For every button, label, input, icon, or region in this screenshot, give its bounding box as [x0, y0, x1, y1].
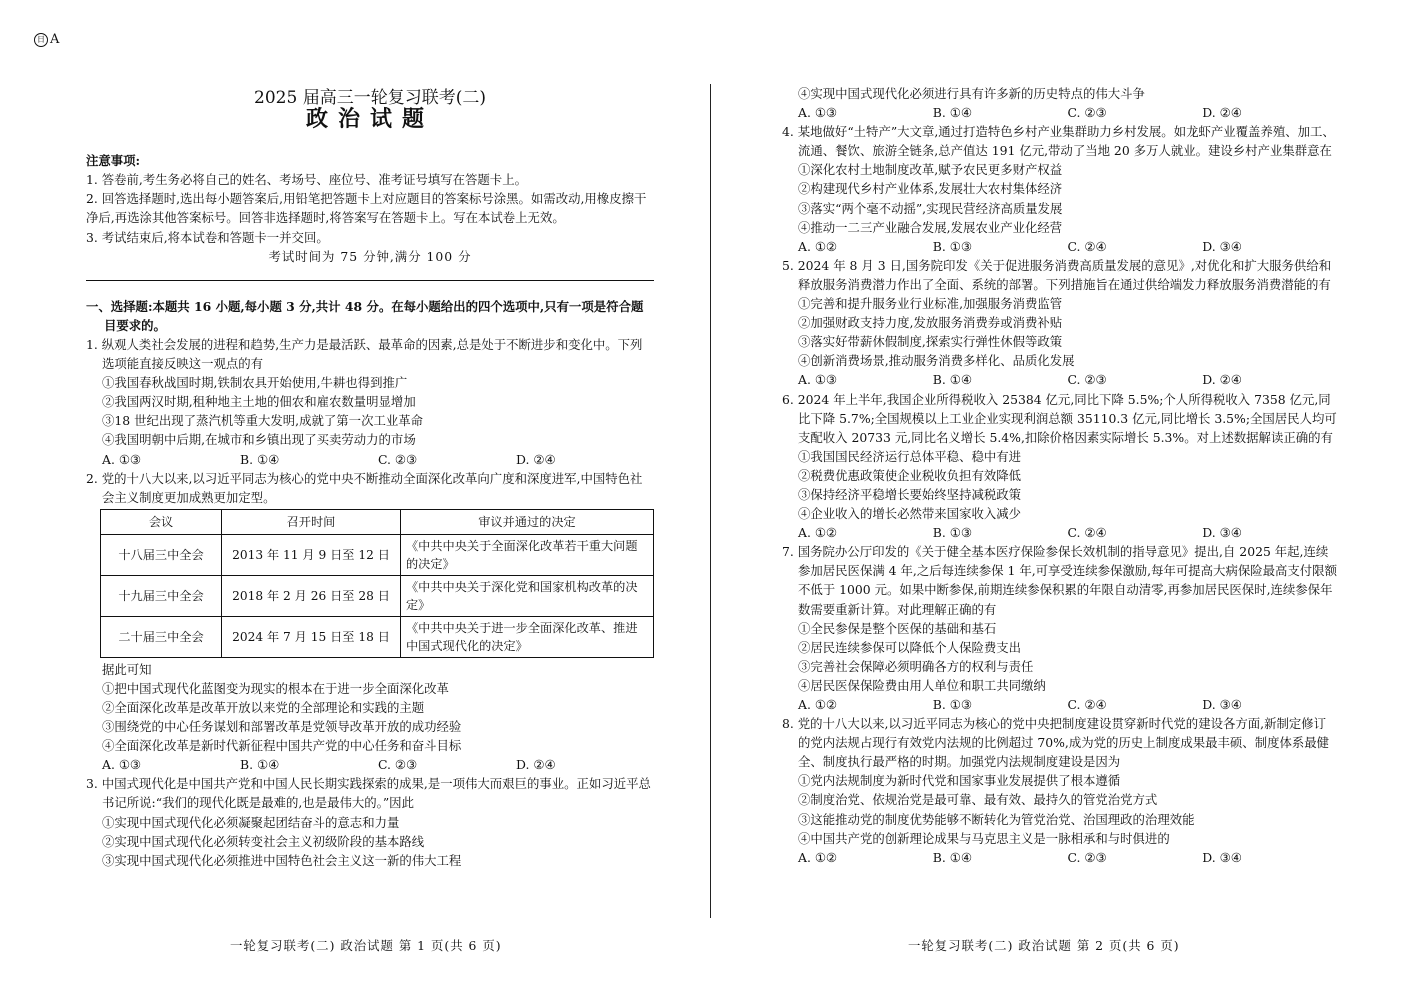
- question-5-option: ④创新消费场景,推动服务消费多样化、品质化发展: [798, 353, 1075, 369]
- table-header-row: [101, 509, 654, 534]
- question-8-choices: [782, 848, 1337, 867]
- table-cell: 二十届三中全会: [101, 616, 222, 657]
- question-6-option: ②税费优惠政策使企业税收负担有效降低: [798, 467, 1022, 483]
- choice-b: B. ①④: [932, 372, 972, 388]
- table-row: [101, 575, 654, 616]
- choice-c: C. ②③: [1067, 849, 1107, 865]
- table-row: [101, 616, 654, 657]
- table-cell: 《中共中央关于深化党和国家机构改革的决定》: [401, 575, 654, 616]
- table-cell: 《中共中央关于进一步全面深化改革、推进中国式现代化的决定》: [401, 616, 654, 657]
- choice-c: C. ②④: [1067, 238, 1107, 254]
- table-header: 会议: [101, 509, 222, 534]
- choice-b: B. ①④: [932, 849, 972, 865]
- question-7-option: ①全民参保是整个医保的基础和基石: [798, 620, 997, 636]
- question-1-stem: 1. 纵观人类社会发展的进程和趋势,生产力是最活跃、最革命的因素,总是处于不断进步和变化中。下列选项能直接反映这一观点的有: [86, 336, 643, 372]
- question-8-option: ②制度治党、依规治党是最可靠、最有效、最持久的管党治党方式: [798, 792, 1158, 808]
- question-3-stem: 3. 中国式现代化是中国共产党和中国人民长期实践探索的成果,是一项伟大而艰巨的事业。正如习近平总书记所说:“我们的现代化既是最难的,也是最伟大的。”因此: [86, 776, 651, 811]
- choice-a: A. ①③: [102, 451, 142, 467]
- choice-a: A. ①③: [798, 105, 838, 121]
- exam-time: 考试时间为 75 分钟,满分 100 分: [268, 248, 472, 264]
- choice-a: A. ①③: [102, 757, 142, 773]
- question-6-option: ①我国国民经济运行总体平稳、稳中有进: [798, 448, 1022, 464]
- question-5-option: ①完善和提升服务业行业标准,加强服务消费监管: [798, 296, 1063, 312]
- choice-d: D. ②④: [516, 451, 556, 467]
- note-item: 1. 答卷前,考生务必将自己的姓名、考场号、座位号、准考证号填写在答题卡上。: [86, 172, 527, 188]
- divider-rule: [86, 280, 654, 281]
- question-7-stem: 7. 国务院办公厅印发的《关于健全基本医疗保险参保长效机制的指导意见》提出,自 2025 年起,连续参加居民医保满 4 年,之后每连续参保 1 年,可享受连续参保激励,每年可提高大病保险最高支付限额不低于 1000 元。如果中断参保,前期连续参保积累的年限自动清零,再参加居民医保时,连续参保年数需要重新计算。对此理解正确的有: [782, 544, 1337, 617]
- question-3-option: ④实现中国式现代化必须进行具有许多新的历史特点的伟大斗争: [798, 86, 1145, 101]
- paper-version-letter: A: [50, 32, 60, 47]
- question-2-option: ②全面深化改革是改革开放以来党的全部理论和实践的主题: [102, 699, 425, 715]
- question-3-option: ②实现中国式现代化必须转变社会主义初级阶段的基本路线: [102, 833, 425, 849]
- plenary-sessions-table: [100, 509, 654, 658]
- choice-c: C. ②④: [1067, 697, 1107, 712]
- table-cell: 2013 年 11 月 9 日至 12 日: [222, 534, 401, 575]
- choice-d: D. ③④: [1202, 849, 1242, 865]
- choice-b: B. ①③: [932, 525, 972, 541]
- question-4-option: ③落实“两个毫不动摇”,实现民营经济高质量发展: [798, 200, 1063, 216]
- note-item: 3. 考试结束后,将本试卷和答题卡一并交回。: [86, 229, 329, 245]
- question-2-option: ①把中国式现代化蓝图变为现实的根本在于进一步全面深化改革: [102, 680, 449, 696]
- choice-b: B. ①④: [932, 105, 972, 121]
- paper-version-mark: [34, 32, 59, 47]
- question-6-option: ③保持经济平稳增长要始终坚持减税政策: [798, 486, 1022, 502]
- page-divider: [710, 84, 711, 918]
- question-3-option: ③实现中国式现代化必须推进中国特色社会主义这一新的伟大工程: [102, 852, 462, 868]
- choice-b: B. ①④: [240, 451, 280, 467]
- choice-a: A. ①②: [798, 238, 838, 254]
- question-6-option: ④企业收入的增长必然带来国家收入减少: [798, 506, 1022, 522]
- page-1: [86, 86, 654, 870]
- choice-c: C. ②③: [1067, 372, 1107, 388]
- question-4-option: ②构建现代乡村产业体系,发展壮大农村集体经济: [798, 181, 1063, 197]
- question-8-option: ③这能推动党的制度优势能够不断转化为管党治党、治国理政的治理效能: [798, 811, 1195, 827]
- table-cell: 十八届三中全会: [101, 534, 222, 575]
- question-4-option: ④推动一二三产业融合发展,发展农业产业化经营: [798, 219, 1063, 235]
- choice-d: D. ②④: [1202, 372, 1242, 388]
- table-header: 审议并通过的决定: [401, 509, 654, 534]
- choice-c: C. ②③: [1067, 105, 1107, 121]
- question-2-stem: 2. 党的十八大以来,以习近平同志为核心的党中央不断推动全面深化改革向广度和深度进军,中国特色社会主义制度更加成熟更加定型。: [86, 470, 643, 505]
- table-cell: 《中共中央关于全面深化改革若干重大问题的决定》: [401, 534, 654, 575]
- choice-b: B. ①③: [932, 238, 972, 254]
- choice-d: D. ③④: [1202, 697, 1242, 712]
- question-7-option: ②居民连续参保可以降低个人保险费支出: [798, 639, 1022, 655]
- question-8-option: ④中国共产党的创新理论成果与马克思主义是一脉相承和与时俱进的: [798, 830, 1170, 846]
- choice-d: D. ②④: [516, 757, 556, 773]
- question-2-option: ④全面深化改革是新时代新征程中国共产党的中心任务和奋斗目标: [102, 738, 462, 754]
- question-3-choices: [782, 103, 1337, 122]
- question-1-option: ④我国明朝中后期,在城市和乡镇出现了买卖劳动力的市场: [102, 432, 416, 448]
- question-8-stem: 8. 党的十八大以来,以习近平同志为核心的党中央把制度建设贯穿新时代党的建设各方面,新制定修订的党内法规占现行有效党内法规的比例超过 70%,成为党的历史上制度成果最丰硕、制度体系最健全、制度执行最严格的时期。加强党内法规制度建设是因为: [782, 716, 1330, 770]
- section-heading: 一、选择题:本题共 16 小题,每小题 3 分,共计 48 分。在每小题给出的四个选项中,只有一项是符合题目要求的。: [86, 298, 644, 333]
- question-1-option: ①我国春秋战国时期,铁制农具开始使用,牛耕也得到推广: [102, 375, 408, 391]
- question-6-stem: 6. 2024 年上半年,我国企业所得税收入 25384 亿元,同比下降 5.5%;个人所得税收入 7358 亿元,同比下降 5.7%;全国规模以上工业企业实现利润总额 35110.3 亿元,同比增长 3.5%;全国居民人均可支配收入 20733 元,同比名义增长 5.4%,扣除价格因素实际增长 5.3%。对上述数据解读正确的有: [782, 391, 1337, 445]
- table-cell: 2018 年 2 月 26 日至 28 日: [222, 575, 401, 616]
- table-header: 召开时间: [222, 509, 401, 534]
- question-2-option: ③围绕党的中心任务谋划和部署改革是党领导改革开放的成功经验: [102, 719, 462, 735]
- table-row: [101, 534, 654, 575]
- question-7-choices: [782, 695, 1337, 714]
- question-7-option: ④居民医保保险费由用人单位和职工共同缴纳: [798, 677, 1046, 693]
- question-5-choices: [782, 370, 1337, 389]
- question-1-option: ③18 世纪出现了蒸汽机等重大发明,成就了第一次工业革命: [102, 413, 424, 429]
- question-8-option: ①党内法规制度为新时代党和国家事业发展提供了根本遵循: [798, 773, 1121, 789]
- choice-c: C. ②③: [378, 451, 418, 467]
- paper-version-circle: 日: [34, 33, 48, 47]
- page-footer-left: 一轮复习联考(二) 政治试题 第 1 页(共 6 页): [230, 938, 502, 953]
- choice-c: C. ②③: [378, 757, 418, 773]
- notes-heading: 注意事项:: [86, 153, 141, 169]
- exam-title: 2025 届高三一轮复习联考(二): [254, 88, 486, 108]
- page-2: [782, 84, 1337, 867]
- note-item: 2. 回答选择题时,选出每小题答案后,用铅笔把答题卡上对应题目的答案标号涂黑。如需改动,用橡皮擦干净后,再选涂其他答案标号。回答非选择题时,将答案写在答题卡上。写在本试卷上无效。: [86, 191, 647, 226]
- question-3-option: ①实现中国式现代化必须凝聚起团结奋斗的意志和力量: [102, 814, 400, 830]
- question-1-option: ②我国两汉时期,租种地主土地的佃农和雇农数量明显增加: [102, 394, 416, 410]
- question-6-choices: [782, 523, 1337, 542]
- question-4-choices: [782, 237, 1337, 256]
- page-footer-right: 一轮复习联考(二) 政治试题 第 2 页(共 6 页): [908, 938, 1180, 953]
- question-4-option: ①深化农村土地制度改革,赋予农民更多财产权益: [798, 162, 1063, 178]
- question-2-lead: 据此可知: [102, 661, 152, 677]
- subject-title: 政治试题: [305, 106, 434, 133]
- choice-d: D. ③④: [1202, 525, 1242, 541]
- choice-a: A. ①③: [798, 372, 838, 388]
- question-5-option: ③落实好带薪休假制度,探索实行弹性休假等政策: [798, 334, 1063, 350]
- question-7-option: ③完善社会保障必须明确各方的权利与责任: [798, 658, 1034, 674]
- question-2-choices: [86, 755, 654, 774]
- choice-a: A. ①②: [798, 849, 838, 865]
- choice-d: D. ③④: [1202, 238, 1242, 254]
- choice-b: B. ①④: [240, 757, 280, 773]
- choice-a: A. ①②: [798, 697, 838, 712]
- choice-a: A. ①②: [798, 525, 838, 541]
- choice-c: C. ②④: [1067, 525, 1107, 541]
- question-4-stem: 4. 某地做好“土特产”大文章,通过打造特色乡村产业集群助力乡村发展。如龙虾产业覆盖养殖、加工、流通、餐饮、旅游全链条,总产值达 191 亿元,带动了当地 20 多万人就业。建设乡村产业集群意在: [782, 124, 1335, 159]
- question-5-stem: 5. 2024 年 8 月 3 日,国务院印发《关于促进服务消费高质量发展的意见》,对优化和扩大服务供给和释放服务消费潜力作出了全面、系统的部署。下列措施旨在通过供给端发力释放服务消费潜能的有: [782, 257, 1332, 292]
- table-cell: 十九届三中全会: [101, 575, 222, 616]
- choice-b: B. ①③: [932, 697, 972, 712]
- question-1-choices: [86, 450, 654, 469]
- table-cell: 2024 年 7 月 15 日至 18 日: [222, 616, 401, 657]
- choice-d: D. ②④: [1202, 105, 1242, 121]
- question-5-option: ②加强财政支持力度,发放服务消费券或消费补贴: [798, 315, 1063, 331]
